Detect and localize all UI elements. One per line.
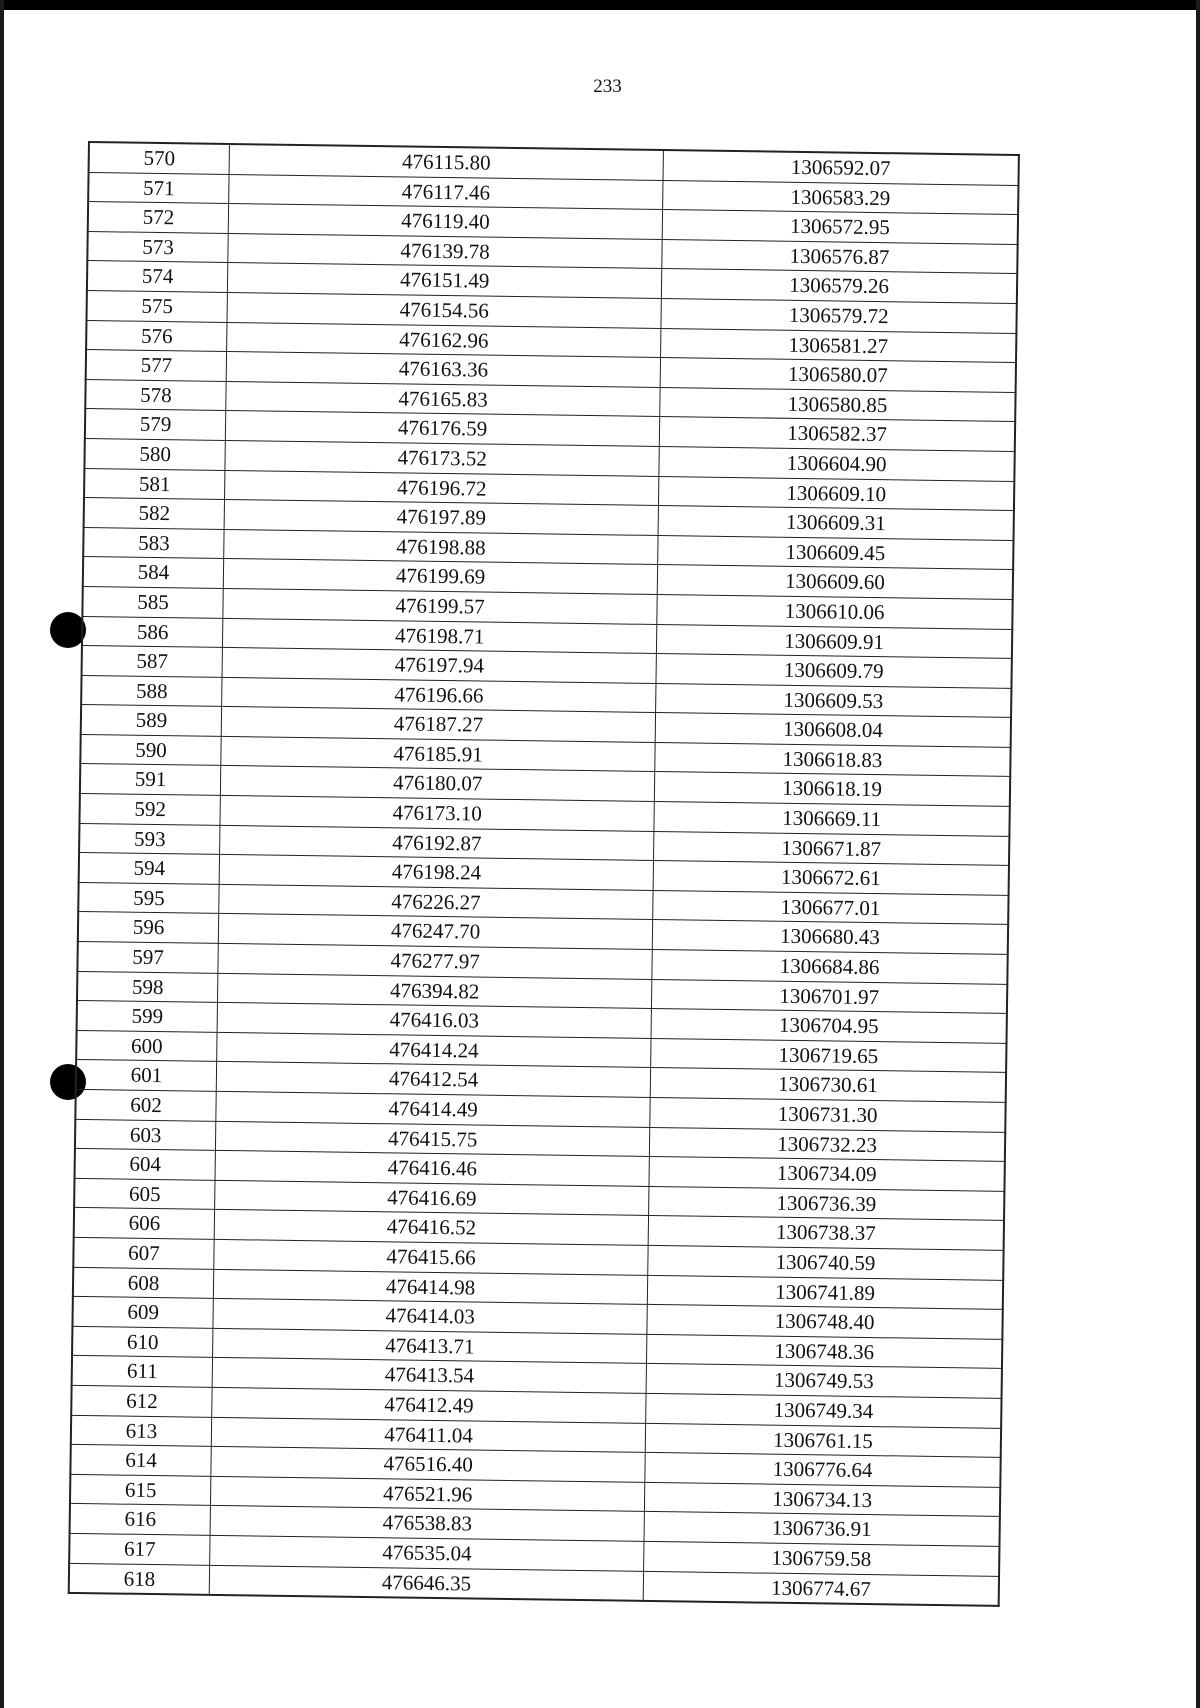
x-coordinate-cell: 476521.96 <box>211 1476 645 1512</box>
x-coordinate-cell: 476535.04 <box>210 1535 644 1571</box>
point-id-cell: 573 <box>87 231 228 263</box>
x-coordinate-cell: 476196.66 <box>222 677 656 713</box>
x-coordinate-cell: 476413.54 <box>212 1358 646 1394</box>
x-coordinate-cell: 476197.89 <box>224 500 658 536</box>
y-coordinate-cell: 1306572.95 <box>662 210 1018 245</box>
y-coordinate-cell: 1306730.61 <box>650 1068 1006 1103</box>
point-id-cell: 589 <box>81 705 222 737</box>
y-coordinate-cell: 1306669.11 <box>654 802 1010 837</box>
point-id-cell: 593 <box>79 823 220 855</box>
y-coordinate-cell: 1306609.53 <box>656 683 1012 718</box>
x-coordinate-cell: 476416.52 <box>214 1210 648 1246</box>
point-id-cell: 600 <box>76 1030 217 1062</box>
point-id-cell: 598 <box>77 971 218 1003</box>
point-id-cell: 612 <box>71 1385 212 1417</box>
x-coordinate-cell: 476226.27 <box>219 884 653 920</box>
x-coordinate-cell: 476115.80 <box>229 144 663 180</box>
y-coordinate-cell: 1306774.67 <box>643 1571 999 1606</box>
point-id-cell: 574 <box>87 261 228 293</box>
y-coordinate-cell: 1306582.37 <box>659 417 1015 452</box>
point-id-cell: 601 <box>76 1060 217 1092</box>
point-id-cell: 604 <box>75 1149 216 1181</box>
x-coordinate-cell: 476165.83 <box>226 381 660 417</box>
x-coordinate-cell: 476119.40 <box>228 204 662 240</box>
point-id-cell: 597 <box>77 941 218 973</box>
y-coordinate-cell: 1306592.07 <box>663 150 1019 185</box>
y-coordinate-cell: 1306609.31 <box>658 506 1014 541</box>
x-coordinate-cell: 476199.57 <box>223 588 657 624</box>
x-coordinate-cell: 476415.66 <box>214 1239 648 1275</box>
y-coordinate-cell: 1306618.19 <box>654 772 1010 807</box>
y-coordinate-cell: 1306583.29 <box>663 180 1019 215</box>
x-coordinate-cell: 476173.10 <box>220 795 654 831</box>
x-coordinate-cell: 476416.46 <box>215 1151 649 1187</box>
point-id-cell: 583 <box>83 527 224 559</box>
x-coordinate-cell: 476196.72 <box>225 470 659 506</box>
y-coordinate-cell: 1306677.01 <box>653 890 1009 925</box>
point-id-cell: 608 <box>73 1267 214 1299</box>
y-coordinate-cell: 1306680.43 <box>652 920 1008 955</box>
y-coordinate-cell: 1306704.95 <box>651 1009 1007 1044</box>
y-coordinate-cell: 1306776.64 <box>645 1453 1001 1488</box>
x-coordinate-cell: 476192.87 <box>220 825 654 861</box>
point-id-cell: 570 <box>89 142 230 174</box>
x-coordinate-cell: 476198.24 <box>219 855 653 891</box>
y-coordinate-cell: 1306719.65 <box>651 1038 1007 1073</box>
x-coordinate-cell: 476416.03 <box>217 1003 651 1039</box>
y-coordinate-cell: 1306580.07 <box>660 358 1016 393</box>
x-coordinate-cell: 476412.49 <box>212 1387 646 1423</box>
y-coordinate-cell: 1306741.89 <box>647 1275 1003 1310</box>
point-id-cell: 572 <box>88 202 229 234</box>
y-coordinate-cell: 1306576.87 <box>662 239 1018 274</box>
x-coordinate-cell: 476516.40 <box>211 1446 645 1482</box>
x-coordinate-cell: 476646.35 <box>209 1565 643 1601</box>
coordinates-table-body <box>69 142 1019 1606</box>
coordinates-table <box>68 141 1020 1607</box>
y-coordinate-cell: 1306732.23 <box>650 1127 1006 1162</box>
y-coordinate-cell: 1306580.85 <box>660 387 1016 422</box>
x-coordinate-cell: 476414.49 <box>216 1091 650 1127</box>
x-coordinate-cell: 476414.03 <box>213 1299 647 1335</box>
y-coordinate-cell: 1306581.27 <box>661 328 1017 363</box>
y-coordinate-cell: 1306734.13 <box>645 1482 1001 1517</box>
x-coordinate-cell: 476277.97 <box>218 943 652 979</box>
y-coordinate-cell: 1306748.40 <box>647 1305 1003 1340</box>
y-coordinate-cell: 1306610.06 <box>657 594 1013 629</box>
point-id-cell: 592 <box>79 794 220 826</box>
y-coordinate-cell: 1306734.09 <box>649 1157 1005 1192</box>
point-id-cell: 602 <box>75 1089 216 1121</box>
point-id-cell: 618 <box>69 1563 210 1595</box>
point-id-cell: 595 <box>78 882 219 914</box>
y-coordinate-cell: 1306748.36 <box>647 1334 1003 1369</box>
y-coordinate-cell: 1306738.37 <box>648 1216 1004 1251</box>
point-id-cell: 579 <box>85 409 226 441</box>
point-id-cell: 617 <box>69 1533 210 1565</box>
point-id-cell: 576 <box>86 320 227 352</box>
y-coordinate-cell: 1306749.53 <box>646 1364 1002 1399</box>
point-id-cell: 581 <box>84 468 225 500</box>
point-id-cell: 582 <box>84 498 225 530</box>
scan-border-right <box>1196 0 1200 1708</box>
y-coordinate-cell: 1306609.45 <box>658 535 1014 570</box>
x-coordinate-cell: 476413.71 <box>213 1328 647 1364</box>
point-id-cell: 575 <box>86 290 227 322</box>
point-id-cell: 594 <box>79 853 220 885</box>
y-coordinate-cell: 1306701.97 <box>652 979 1008 1014</box>
point-id-cell: 614 <box>70 1445 211 1477</box>
point-id-cell: 606 <box>74 1208 215 1240</box>
x-coordinate-cell: 476538.83 <box>210 1506 644 1542</box>
y-coordinate-cell: 1306604.90 <box>659 446 1015 481</box>
point-id-cell: 577 <box>86 350 227 382</box>
x-coordinate-cell: 476247.70 <box>218 914 652 950</box>
x-coordinate-cell: 476411.04 <box>211 1417 645 1453</box>
x-coordinate-cell: 476414.24 <box>217 1032 651 1068</box>
y-coordinate-cell: 1306672.61 <box>653 861 1009 896</box>
point-id-cell: 615 <box>70 1474 211 1506</box>
point-id-cell: 609 <box>72 1297 213 1329</box>
point-id-cell: 590 <box>80 734 221 766</box>
point-id-cell: 605 <box>74 1178 215 1210</box>
point-id-cell: 599 <box>77 1001 218 1033</box>
x-coordinate-cell: 476394.82 <box>218 973 652 1009</box>
y-coordinate-cell: 1306736.91 <box>644 1512 1000 1547</box>
y-coordinate-cell: 1306740.59 <box>648 1245 1004 1280</box>
x-coordinate-cell: 476176.59 <box>225 411 659 447</box>
point-id-cell: 588 <box>81 675 222 707</box>
coordinates-table-container <box>68 141 1020 1607</box>
x-coordinate-cell: 476415.75 <box>215 1121 649 1157</box>
y-coordinate-cell: 1306736.39 <box>649 1186 1005 1221</box>
point-id-cell: 571 <box>88 172 229 204</box>
point-id-cell: 611 <box>72 1356 213 1388</box>
y-coordinate-cell: 1306609.79 <box>656 654 1012 689</box>
y-coordinate-cell: 1306609.60 <box>657 565 1013 600</box>
point-id-cell: 586 <box>82 616 223 648</box>
x-coordinate-cell: 476199.69 <box>223 559 657 595</box>
x-coordinate-cell: 476198.71 <box>223 618 657 654</box>
x-coordinate-cell: 476163.36 <box>226 352 660 388</box>
point-id-cell: 584 <box>83 557 224 589</box>
x-coordinate-cell: 476412.54 <box>216 1062 650 1098</box>
y-coordinate-cell: 1306671.87 <box>654 831 1010 866</box>
y-coordinate-cell: 1306609.91 <box>657 624 1013 659</box>
x-coordinate-cell: 476154.56 <box>227 292 661 328</box>
y-coordinate-cell: 1306579.26 <box>661 269 1017 304</box>
y-coordinate-cell: 1306684.86 <box>652 949 1008 984</box>
y-coordinate-cell: 1306761.15 <box>645 1423 1001 1458</box>
y-coordinate-cell: 1306609.10 <box>659 476 1015 511</box>
point-id-cell: 607 <box>73 1237 214 1269</box>
point-id-cell: 616 <box>70 1504 211 1536</box>
point-id-cell: 585 <box>82 586 223 618</box>
x-coordinate-cell: 476197.94 <box>222 648 656 684</box>
point-id-cell: 580 <box>84 438 225 470</box>
y-coordinate-cell: 1306618.83 <box>655 742 1011 777</box>
point-id-cell: 610 <box>72 1326 213 1358</box>
y-coordinate-cell: 1306749.34 <box>646 1393 1002 1428</box>
point-id-cell: 591 <box>80 764 221 796</box>
x-coordinate-cell: 476414.98 <box>213 1269 647 1305</box>
point-id-cell: 596 <box>78 912 219 944</box>
x-coordinate-cell: 476151.49 <box>227 263 661 299</box>
x-coordinate-cell: 476198.88 <box>224 529 658 565</box>
x-coordinate-cell: 476187.27 <box>221 707 655 743</box>
x-coordinate-cell: 476139.78 <box>228 233 662 269</box>
y-coordinate-cell: 1306579.72 <box>661 298 1017 333</box>
y-coordinate-cell: 1306608.04 <box>655 713 1011 748</box>
x-coordinate-cell: 476162.96 <box>227 322 661 358</box>
x-coordinate-cell: 476180.07 <box>220 766 654 802</box>
y-coordinate-cell: 1306731.30 <box>650 1097 1006 1132</box>
x-coordinate-cell: 476416.69 <box>215 1180 649 1216</box>
point-id-cell: 587 <box>82 646 223 678</box>
scan-border-left <box>0 0 4 1708</box>
point-id-cell: 578 <box>85 379 226 411</box>
x-coordinate-cell: 476173.52 <box>225 440 659 476</box>
scan-border-top <box>0 0 1200 10</box>
y-coordinate-cell: 1306759.58 <box>644 1541 1000 1576</box>
page-number: 233 <box>593 76 622 97</box>
x-coordinate-cell: 476117.46 <box>229 174 663 210</box>
point-id-cell: 603 <box>75 1119 216 1151</box>
point-id-cell: 613 <box>71 1415 212 1447</box>
x-coordinate-cell: 476185.91 <box>221 736 655 772</box>
